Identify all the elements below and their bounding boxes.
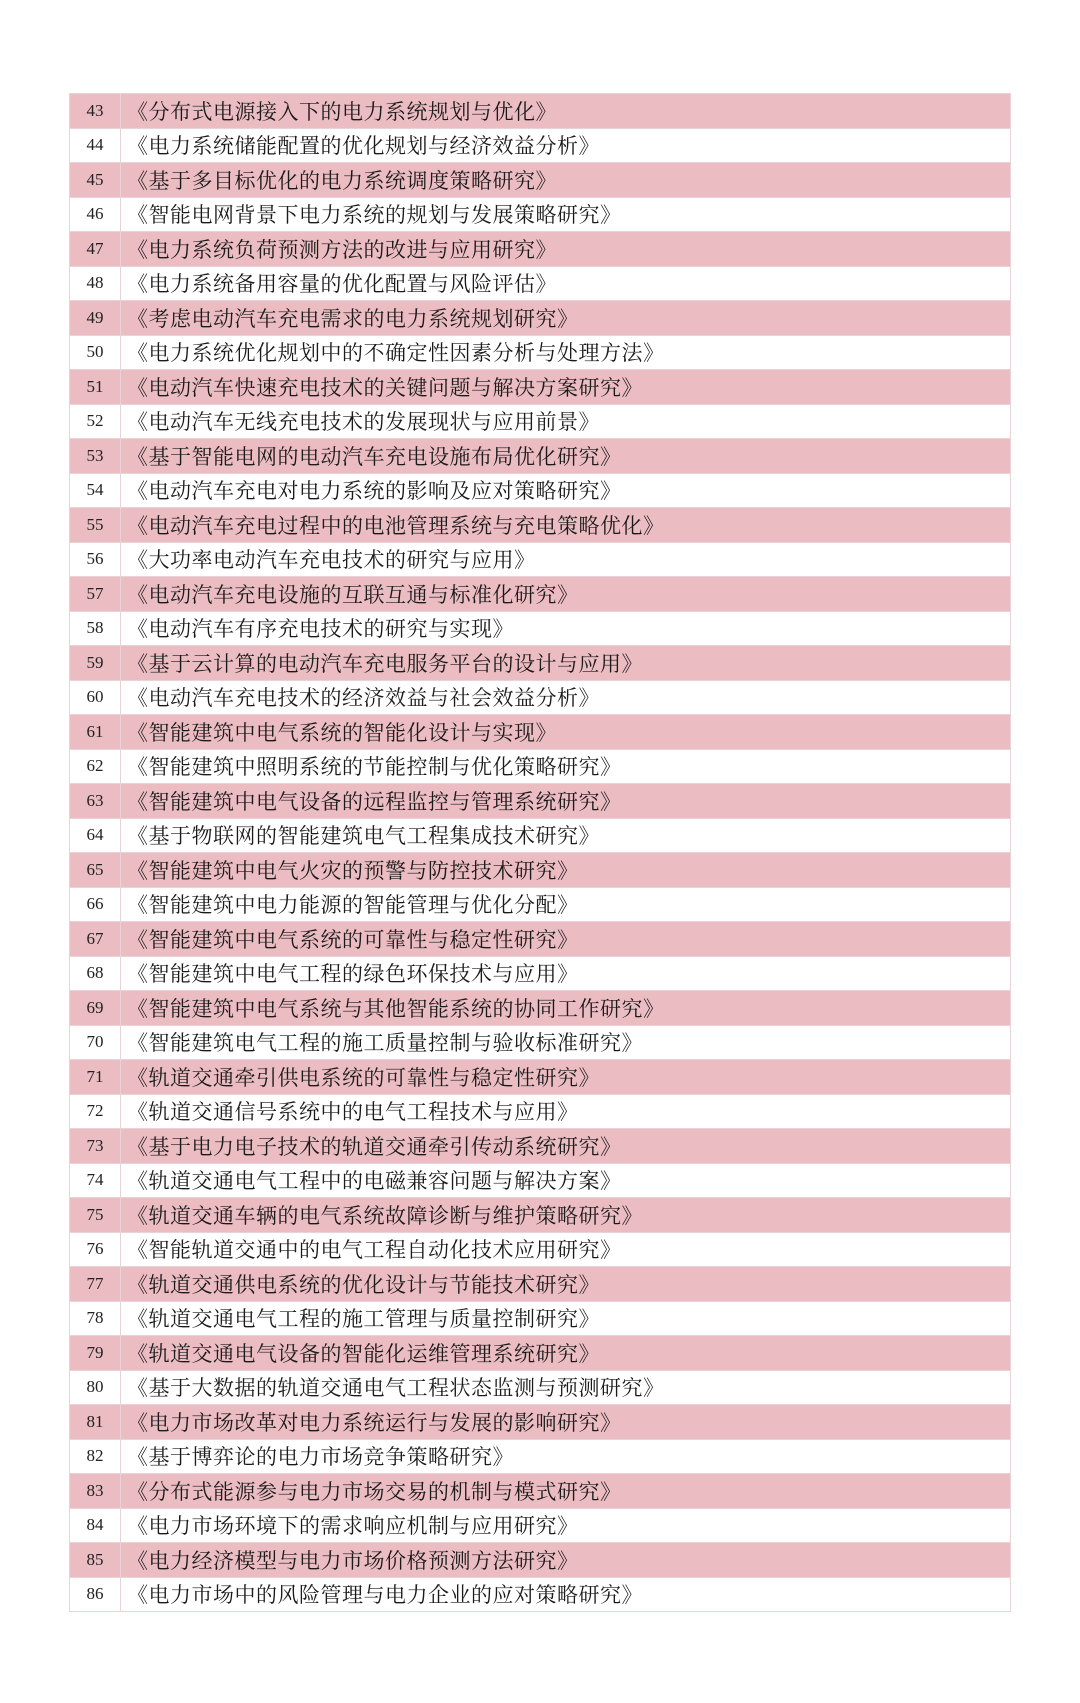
topic-title: 《智能建筑中电气设备的远程监控与管理系统研究》	[121, 784, 1011, 819]
table-row	[70, 1577, 1011, 1612]
table-row	[70, 163, 1011, 198]
topic-number: 58	[70, 611, 121, 646]
topic-number: 70	[70, 1025, 121, 1060]
topic-list-table	[69, 93, 1011, 1612]
table-row	[70, 1439, 1011, 1474]
topic-title: 《智能建筑中照明系统的节能控制与优化策略研究》	[121, 749, 1011, 784]
topic-number: 45	[70, 163, 121, 198]
table-row	[70, 94, 1011, 129]
topic-title: 《电力系统负荷预测方法的改进与应用研究》	[121, 232, 1011, 267]
topic-title: 《智能建筑电气工程的施工质量控制与验收标准研究》	[121, 1025, 1011, 1060]
topic-title: 《电力系统备用容量的优化配置与风险评估》	[121, 266, 1011, 301]
topic-title: 《电力市场中的风险管理与电力企业的应对策略研究》	[121, 1577, 1011, 1612]
topic-number: 54	[70, 473, 121, 508]
topic-title: 《电动汽车有序充电技术的研究与实现》	[121, 611, 1011, 646]
topic-number: 44	[70, 128, 121, 163]
table-row	[70, 232, 1011, 267]
topic-title: 《轨道交通电气设备的智能化运维管理系统研究》	[121, 1336, 1011, 1371]
table-row	[70, 370, 1011, 405]
topic-number: 46	[70, 197, 121, 232]
table-row	[70, 1543, 1011, 1578]
topic-title: 《电动汽车无线充电技术的发展现状与应用前景》	[121, 404, 1011, 439]
table-row	[70, 542, 1011, 577]
table-row	[70, 611, 1011, 646]
topic-number: 85	[70, 1543, 121, 1578]
table-row	[70, 680, 1011, 715]
topic-title: 《考虑电动汽车充电需求的电力系统规划研究》	[121, 301, 1011, 336]
topic-title: 《轨道交通电气工程中的电磁兼容问题与解决方案》	[121, 1163, 1011, 1198]
topic-title: 《智能轨道交通中的电气工程自动化技术应用研究》	[121, 1232, 1011, 1267]
topic-title: 《电动汽车充电设施的互联互通与标准化研究》	[121, 577, 1011, 612]
topic-title: 《电力市场改革对电力系统运行与发展的影响研究》	[121, 1405, 1011, 1440]
topic-title: 《轨道交通电气工程的施工管理与质量控制研究》	[121, 1301, 1011, 1336]
table-row	[70, 266, 1011, 301]
topic-number: 61	[70, 715, 121, 750]
topic-number: 53	[70, 439, 121, 474]
topic-title: 《轨道交通牵引供电系统的可靠性与稳定性研究》	[121, 1060, 1011, 1095]
topic-title: 《智能建筑中电力能源的智能管理与优化分配》	[121, 887, 1011, 922]
topic-title: 《电动汽车充电技术的经济效益与社会效益分析》	[121, 680, 1011, 715]
topic-number: 48	[70, 266, 121, 301]
topic-number: 50	[70, 335, 121, 370]
topic-title: 《电动汽车充电对电力系统的影响及应对策略研究》	[121, 473, 1011, 508]
topic-number: 52	[70, 404, 121, 439]
topic-title: 《电力经济模型与电力市场价格预测方法研究》	[121, 1543, 1011, 1578]
topic-number: 86	[70, 1577, 121, 1612]
topic-number: 73	[70, 1129, 121, 1164]
topic-title: 《电动汽车快速充电技术的关键问题与解决方案研究》	[121, 370, 1011, 405]
topic-title: 《电动汽车充电过程中的电池管理系统与充电策略优化》	[121, 508, 1011, 543]
topic-list-body	[70, 94, 1011, 1612]
topic-number: 71	[70, 1060, 121, 1095]
topic-title: 《轨道交通车辆的电气系统故障诊断与维护策略研究》	[121, 1198, 1011, 1233]
topic-title: 《基于云计算的电动汽车充电服务平台的设计与应用》	[121, 646, 1011, 681]
table-row	[70, 301, 1011, 336]
topic-title: 《基于电力电子技术的轨道交通牵引传动系统研究》	[121, 1129, 1011, 1164]
table-row	[70, 473, 1011, 508]
topic-title: 《电力系统优化规划中的不确定性因素分析与处理方法》	[121, 335, 1011, 370]
topic-number: 75	[70, 1198, 121, 1233]
topic-title: 《轨道交通信号系统中的电气工程技术与应用》	[121, 1094, 1011, 1129]
topic-number: 78	[70, 1301, 121, 1336]
topic-title: 《智能电网背景下电力系统的规划与发展策略研究》	[121, 197, 1011, 232]
table-row	[70, 922, 1011, 957]
topic-number: 56	[70, 542, 121, 577]
topic-number: 72	[70, 1094, 121, 1129]
table-row	[70, 715, 1011, 750]
topic-number: 76	[70, 1232, 121, 1267]
table-row	[70, 508, 1011, 543]
table-row	[70, 1301, 1011, 1336]
table-row	[70, 956, 1011, 991]
table-row	[70, 1094, 1011, 1129]
table-row	[70, 1267, 1011, 1302]
topic-title: 《分布式电源接入下的电力系统规划与优化》	[121, 94, 1011, 129]
topic-title: 《基于博弈论的电力市场竞争策略研究》	[121, 1439, 1011, 1474]
table-row	[70, 197, 1011, 232]
table-row	[70, 577, 1011, 612]
topic-number: 55	[70, 508, 121, 543]
topic-number: 66	[70, 887, 121, 922]
topic-number: 64	[70, 818, 121, 853]
topic-number: 68	[70, 956, 121, 991]
topic-title: 《分布式能源参与电力市场交易的机制与模式研究》	[121, 1474, 1011, 1509]
table-row	[70, 1336, 1011, 1371]
topic-number: 79	[70, 1336, 121, 1371]
topic-title: 《电力市场环境下的需求响应机制与应用研究》	[121, 1508, 1011, 1543]
topic-number: 63	[70, 784, 121, 819]
table-row	[70, 128, 1011, 163]
table-row	[70, 887, 1011, 922]
table-row	[70, 853, 1011, 888]
table-row	[70, 1025, 1011, 1060]
topic-number: 69	[70, 991, 121, 1026]
topic-number: 59	[70, 646, 121, 681]
table-row	[70, 1370, 1011, 1405]
topic-title: 《轨道交通供电系统的优化设计与节能技术研究》	[121, 1267, 1011, 1302]
table-row	[70, 1060, 1011, 1095]
topic-title: 《智能建筑中电气系统的智能化设计与实现》	[121, 715, 1011, 750]
topic-title: 《大功率电动汽车充电技术的研究与应用》	[121, 542, 1011, 577]
topic-number: 51	[70, 370, 121, 405]
topic-number: 57	[70, 577, 121, 612]
topic-number: 83	[70, 1474, 121, 1509]
topic-title: 《基于物联网的智能建筑电气工程集成技术研究》	[121, 818, 1011, 853]
topic-number: 84	[70, 1508, 121, 1543]
topic-title: 《基于智能电网的电动汽车充电设施布局优化研究》	[121, 439, 1011, 474]
table-row	[70, 1198, 1011, 1233]
topic-number: 62	[70, 749, 121, 784]
table-row	[70, 749, 1011, 784]
table-row	[70, 1508, 1011, 1543]
topic-number: 43	[70, 94, 121, 129]
topic-number: 60	[70, 680, 121, 715]
table-row	[70, 439, 1011, 474]
table-row	[70, 991, 1011, 1026]
topic-number: 67	[70, 922, 121, 957]
table-row	[70, 818, 1011, 853]
table-row	[70, 1129, 1011, 1164]
topic-number: 81	[70, 1405, 121, 1440]
topic-number: 65	[70, 853, 121, 888]
topic-title: 《基于多目标优化的电力系统调度策略研究》	[121, 163, 1011, 198]
topic-number: 82	[70, 1439, 121, 1474]
topic-title: 《智能建筑中电气火灾的预警与防控技术研究》	[121, 853, 1011, 888]
topic-number: 80	[70, 1370, 121, 1405]
topic-number: 77	[70, 1267, 121, 1302]
topic-title: 《基于大数据的轨道交通电气工程状态监测与预测研究》	[121, 1370, 1011, 1405]
table-row	[70, 335, 1011, 370]
table-row	[70, 646, 1011, 681]
table-row	[70, 1232, 1011, 1267]
topic-title: 《电力系统储能配置的优化规划与经济效益分析》	[121, 128, 1011, 163]
topic-title: 《智能建筑中电气系统的可靠性与稳定性研究》	[121, 922, 1011, 957]
topic-number: 47	[70, 232, 121, 267]
topic-number: 74	[70, 1163, 121, 1198]
topic-title: 《智能建筑中电气工程的绿色环保技术与应用》	[121, 956, 1011, 991]
table-row	[70, 1474, 1011, 1509]
table-row	[70, 1163, 1011, 1198]
table-row	[70, 404, 1011, 439]
topic-title: 《智能建筑中电气系统与其他智能系统的协同工作研究》	[121, 991, 1011, 1026]
topic-number: 49	[70, 301, 121, 336]
table-row	[70, 1405, 1011, 1440]
table-row	[70, 784, 1011, 819]
